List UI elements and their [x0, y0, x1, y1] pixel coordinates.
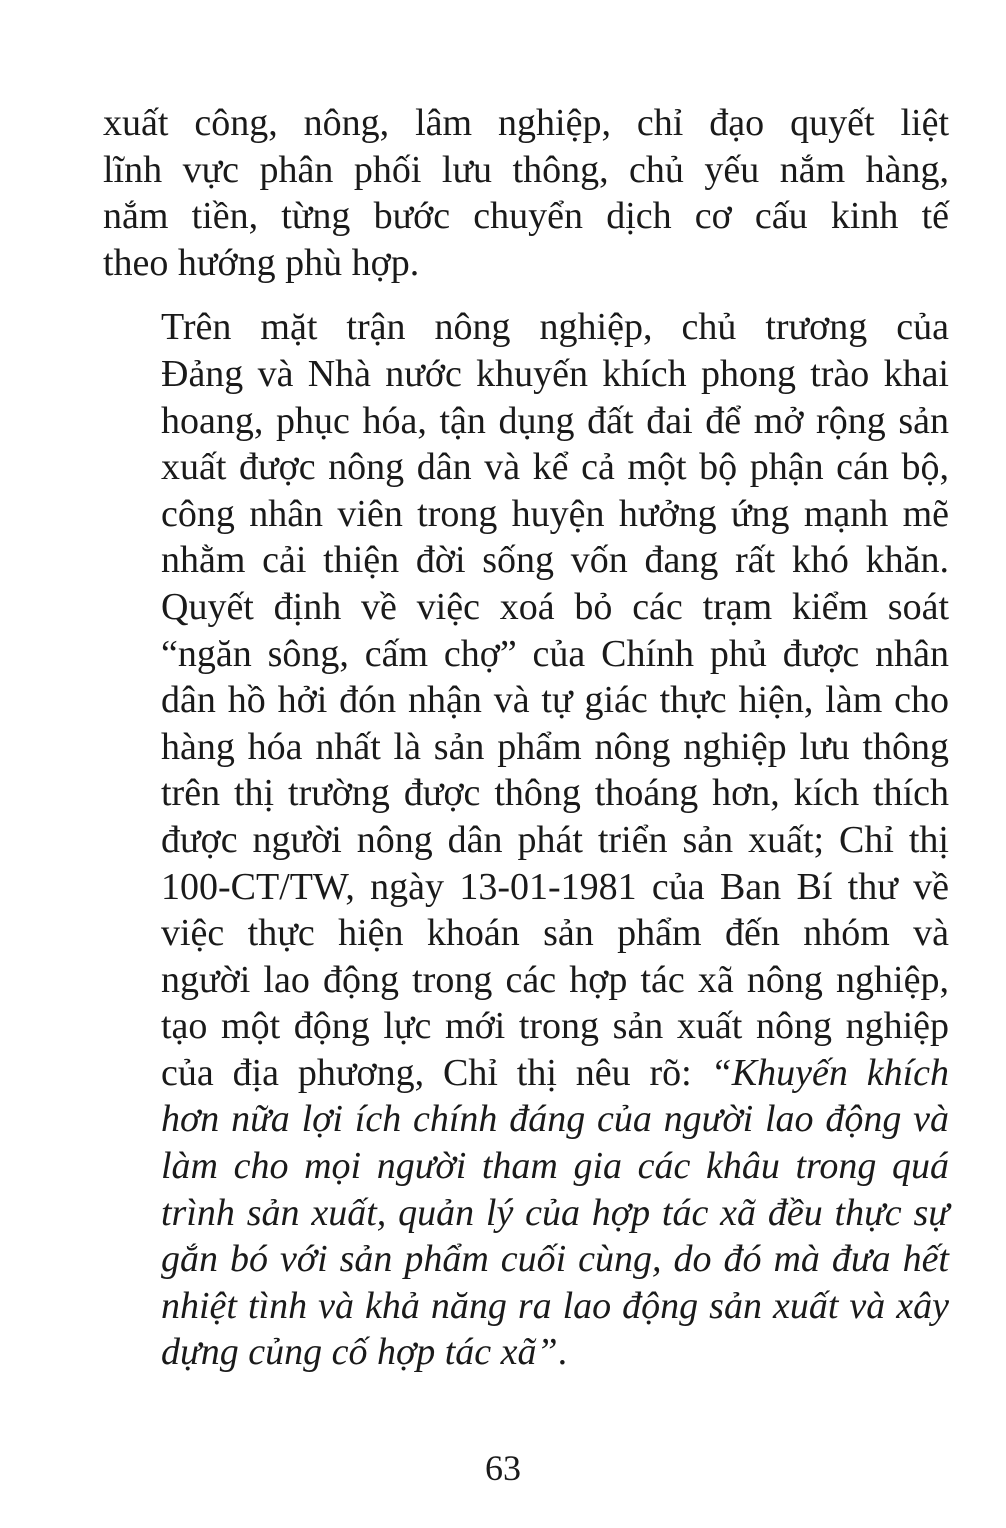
text-line: xuất công, nông, lâm nghiệp, chỉ đạo quyết liệt — [103, 102, 949, 144]
text-line: việc thực hiện khoán sản phẩm đến nhóm và — [161, 912, 949, 955]
text-line: “ngăn sông, cấm chợ” của Chính phủ được nhân — [161, 632, 949, 675]
text-line: nhằm cải thiện đời sống vốn đang rất khó khăn. — [161, 539, 949, 582]
text-line: hoang, phục hóa, tận dụng đất đai để mở rộng sản — [161, 399, 949, 442]
period: . — [557, 1331, 568, 1374]
body-text — [103, 100, 949, 1376]
quote-line: hơn nữa lợi ích chính đáng của người lao động và — [161, 1098, 949, 1141]
quote-end: dựng củng cố hợp tác xã” — [161, 1331, 558, 1374]
text-line: công nhân viên trong huyện hưởng ứng mạnh mẽ — [161, 492, 949, 535]
text-line: trên thị trường được thông thoáng hơn, kích thích — [161, 772, 949, 815]
text-line: nắm tiền, từng bước chuyển dịch cơ cấu kinh tế — [103, 195, 949, 238]
text-line-mixed — [103, 1050, 949, 1097]
quote-line: nhiệt tình và khả năng ra lao động sản xuất và xây — [161, 1284, 949, 1327]
quote-end-line — [103, 1329, 949, 1376]
paragraph-1 — [103, 100, 949, 286]
text-line: 100-CT/TW, ngày 13-01-1981 của Ban Bí thư về — [161, 865, 949, 908]
text-line: Đảng và Nhà nước khuyến khích phong trào khai — [161, 352, 949, 395]
text-line: Quyết định về việc xoá bỏ các trạm kiểm soát — [161, 585, 949, 628]
quote-line: gắn bó với sản phẩm cuối cùng, do đó mà đưa hết — [161, 1238, 949, 1281]
text-line: hàng hóa nhất là sản phẩm nông nghiệp lưu thông — [161, 725, 949, 768]
text-regular: của địa phương, Chỉ thị nêu rõ: — [161, 1051, 711, 1094]
text-line: tạo một động lực mới trong sản xuất nông nghiệp — [161, 1005, 949, 1048]
quote-line: làm cho mọi người tham gia các khâu trong quá — [161, 1145, 949, 1188]
text-line: Trên mặt trận nông nghiệp, chủ trương của — [161, 306, 949, 349]
quote-line: trình sản xuất, quản lý của hợp tác xã đều thực sự — [161, 1191, 949, 1234]
text-line: dân hồ hởi đón nhận và tự giác thực hiện, làm cho — [161, 679, 949, 722]
page-number: 63 — [485, 1448, 521, 1488]
quote-start: “Khuyến khích — [710, 1051, 949, 1094]
text-line: được người nông dân phát triển sản xuất; Chỉ thị — [161, 818, 949, 861]
text-line: lĩnh vực phân phối lưu thông, chủ yếu nắm hàng, — [103, 148, 949, 191]
text-line: người lao động trong các hợp tác xã nông nghiệp, — [161, 958, 949, 1001]
paragraph-2 — [103, 304, 949, 1376]
text-line: theo hướng phù hợp. — [103, 241, 420, 284]
text-line: xuất được nông dân và kể cả một bộ phận cán bộ, — [161, 446, 949, 489]
